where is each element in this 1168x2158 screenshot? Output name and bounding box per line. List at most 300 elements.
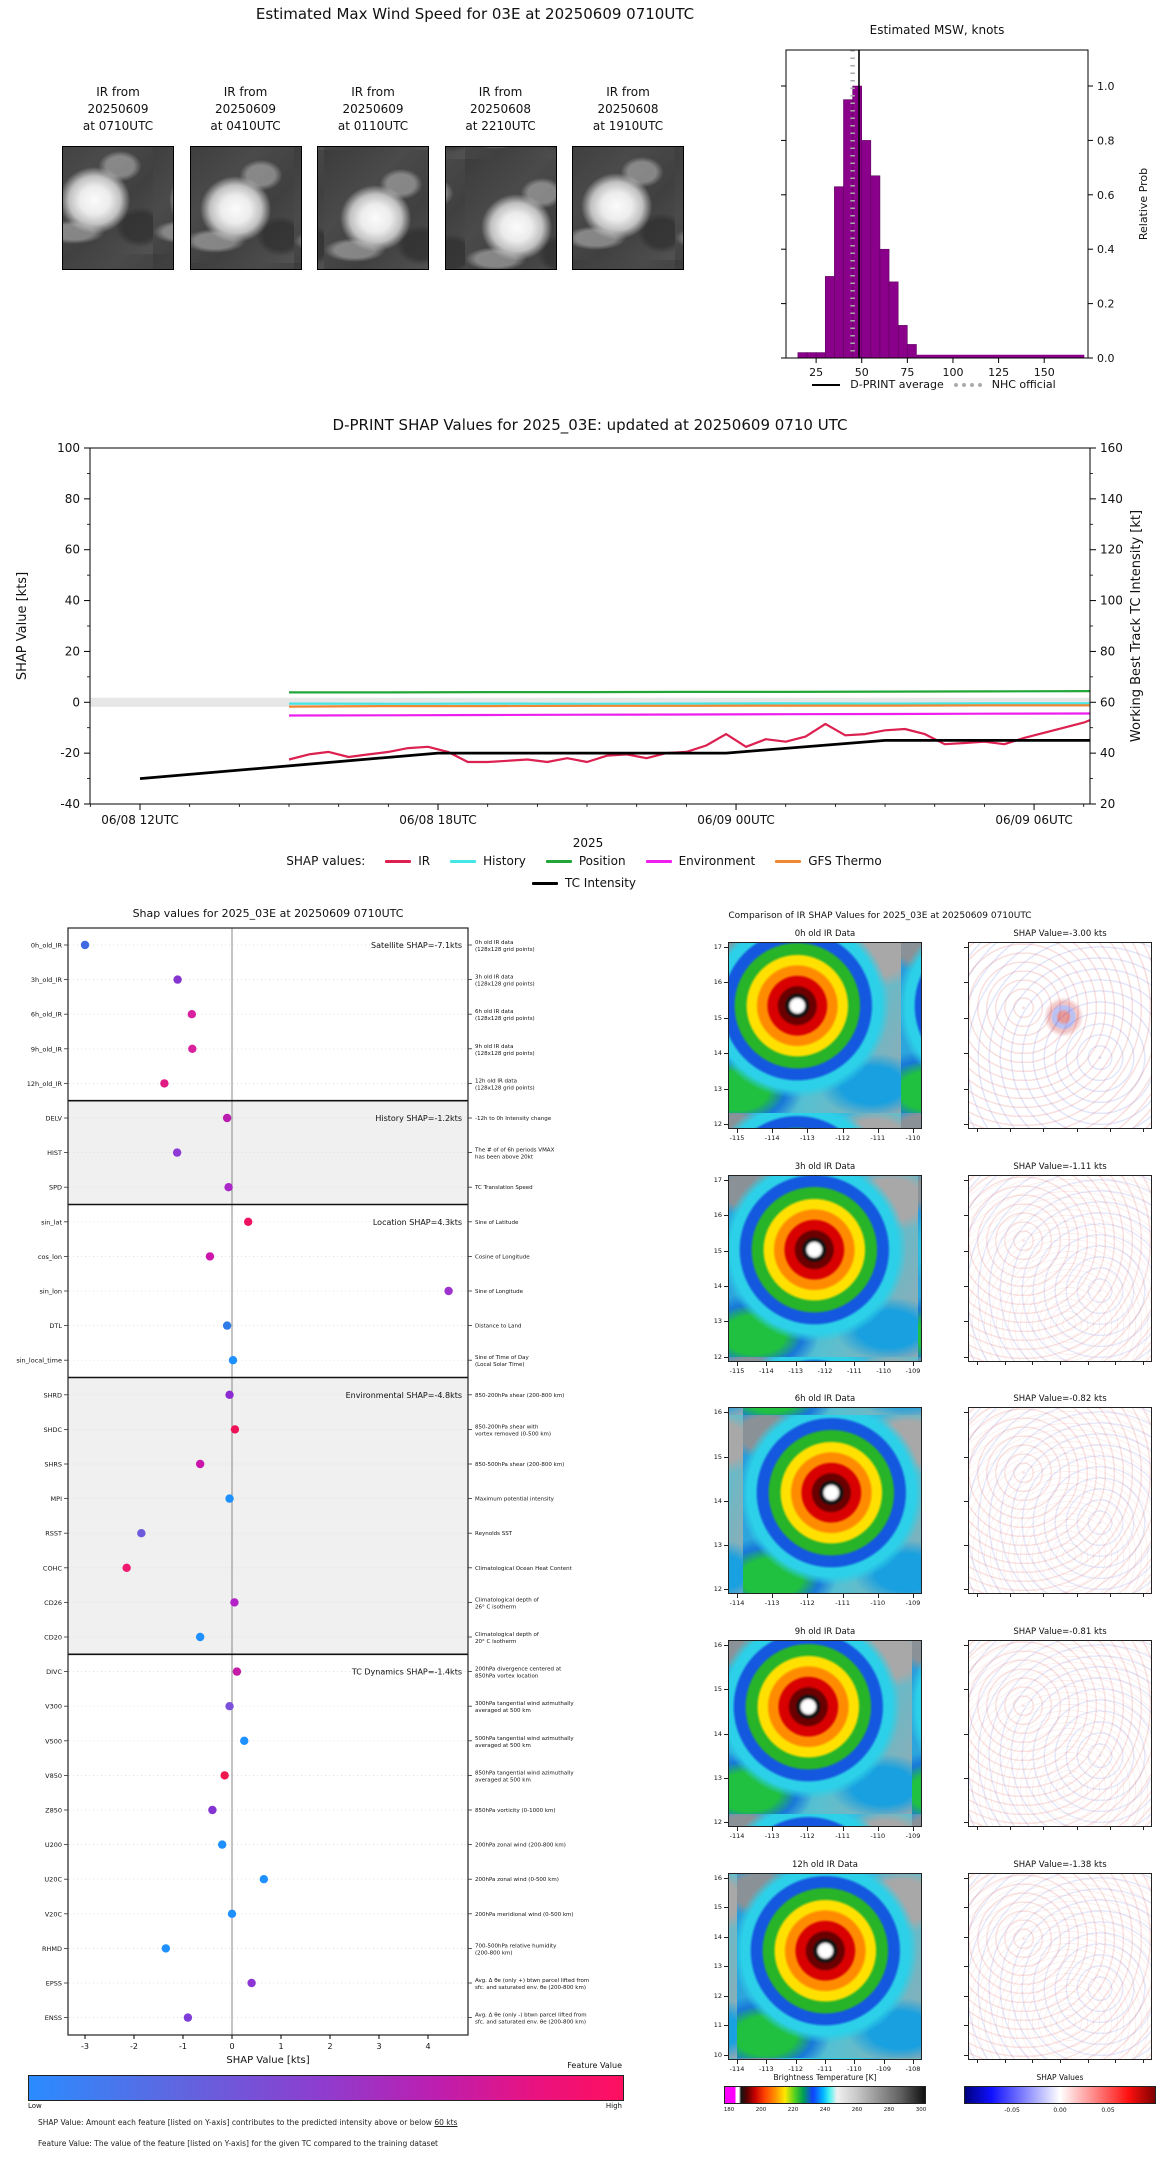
feature-description: (128x128 grid points) [475, 1050, 535, 1057]
ir-map-image [728, 1640, 922, 1827]
hist-bar [889, 282, 898, 358]
shap-dot [233, 1667, 241, 1675]
map-xtick [843, 1827, 844, 1831]
ts-ytick-right: 80 [1100, 644, 1116, 659]
feature-description: Climatological depth of [475, 1597, 539, 1604]
shap-dot [173, 975, 181, 983]
ts-ytick-left: 60 [64, 542, 80, 557]
dot-title: Shap values for 2025_03E at 20250609 0710UTC [132, 907, 404, 920]
ir-thumbnail-image [62, 146, 174, 270]
shap-dot [122, 1564, 130, 1572]
map-ytick [724, 1357, 728, 1358]
shap-xtick [1010, 1594, 1011, 1597]
feature-description: has been above 20kt [475, 1154, 533, 1161]
hist-xtick-label: 25 [809, 366, 824, 379]
ir-map-title: 6h old IR Data [794, 1394, 856, 1405]
ir-thumbnail-label: IR from 20250609 at 0110UTC [337, 85, 409, 133]
feature-description: averaged at 500 km [475, 1708, 531, 1715]
ts-ytick-left: -40 [60, 797, 80, 811]
shap-map-image [968, 1407, 1152, 1594]
map-ytick-label: 13 [713, 1084, 722, 1093]
ir-map-title: 9h old IR Data [794, 1627, 856, 1638]
hist-bar [871, 176, 880, 358]
legend-label: Position [578, 854, 626, 868]
map-ytick [724, 1937, 728, 1938]
shap-ytick [964, 1778, 968, 1779]
map-ytick-label: 16 [713, 978, 722, 987]
hist-xtick-label: 100 [942, 366, 964, 379]
shap-ytick [964, 1457, 968, 1458]
map-xtick [913, 1594, 914, 1598]
shap-ytick [964, 1180, 968, 1181]
ir-thumbnail-strip [0, 84, 700, 284]
map-ytick [724, 1412, 728, 1413]
section-shading [68, 1378, 468, 1655]
dot-xtick-label: 1 [278, 2042, 284, 2051]
map-xtick-label: -112 [835, 1134, 850, 1142]
feature-description: 700-500hPa relative humidity [475, 1943, 557, 1950]
shap-ytick [964, 1124, 968, 1125]
shap-dot [173, 1148, 181, 1156]
map-ytick-label: 14 [713, 1496, 722, 1505]
feature-description: 850hPa vorticity (0-1000 km) [475, 1808, 556, 1814]
legend-item [385, 854, 430, 868]
legend-item [646, 854, 756, 868]
feature-description: 850hPa vortex location [475, 1673, 539, 1680]
feature-description: Sine of Time of Day [475, 1355, 529, 1362]
shap-xtick [1088, 1362, 1089, 1365]
shap-ytick [964, 1878, 968, 1879]
feature-description: vortex removed (0-500 km) [475, 1431, 552, 1438]
feature-label: SPD [48, 1183, 62, 1192]
shap-ytick [964, 1645, 968, 1646]
series-gfs-thermo [289, 705, 1090, 706]
map-ytick [724, 1878, 728, 1879]
feature-description: (200-800 km) [475, 1950, 513, 1957]
legend-label: TC Intensity [564, 876, 637, 890]
map-ytick [724, 1966, 728, 1967]
shap-ytick [964, 1822, 968, 1823]
shap-values-tick-label: 0.00 [1053, 2107, 1067, 2114]
shap-dot [160, 1079, 168, 1087]
map-xtick [825, 1362, 826, 1366]
dot-xtick-label: 3 [376, 2042, 382, 2051]
map-xtick-label: -111 [817, 2064, 833, 2073]
map-ytick [724, 1689, 728, 1690]
section-label: Environmental SHAP=-4.8kts [345, 1390, 462, 1400]
shap-dot [218, 1840, 226, 1848]
shap-dot [81, 941, 89, 949]
comparison-title: Comparison of IR SHAP Values for 2025_03E at 20250609 0710UTC [728, 911, 1032, 921]
ir-map-title: 12h old IR Data [792, 1859, 858, 1870]
map-xtick [807, 1129, 808, 1133]
ts-ytick-left: 20 [64, 644, 80, 659]
map-xtick-label: -110 [846, 2064, 862, 2073]
map-ytick [724, 1645, 728, 1646]
map-ytick-label: 17 [713, 1175, 722, 1184]
map-xtick [737, 1594, 738, 1598]
shap-dot [162, 1944, 170, 1952]
map-ytick [724, 1018, 728, 1019]
shap-ytick [964, 1966, 968, 1967]
map-xtick [878, 1594, 879, 1598]
brightness-colorbar [724, 2086, 926, 2104]
brightness-tick-label: 240 [819, 2107, 831, 2113]
map-xtick-label: -112 [788, 2064, 804, 2073]
dot-xtick-label: -2 [130, 2042, 138, 2051]
legend-item [546, 854, 626, 868]
dot-xtick-label: 2 [327, 2042, 333, 2051]
hist-title: Estimated MSW, knots [869, 23, 1005, 37]
feature-description: TC Translation Speed [475, 1185, 533, 1192]
map-xtick [884, 2060, 885, 2064]
ir-thumbnail-label: IR from 20250608 at 1910UTC [592, 85, 664, 133]
map-ytick-label: 15 [713, 1685, 722, 1694]
hist-ytick-label: 0.2 [1097, 297, 1115, 311]
ts-ytick-right: 100 [1100, 593, 1123, 608]
feature-description: sfc. and saturated env. θe (200-800 km) [475, 1985, 586, 1991]
map-ytick-label: 16 [713, 1408, 722, 1417]
shap-ytick [964, 1996, 968, 1997]
feature-description: 850-200hPa shear (200-800 km) [475, 1392, 565, 1399]
shap-ytick [964, 1089, 968, 1090]
feature-label: sin_lon [39, 1287, 62, 1296]
shap-xtick [1060, 1362, 1061, 1365]
feature-description: sfc. and saturated env. θe (200-800 km) [475, 2019, 586, 2026]
feature-description: (128x128 grid points) [475, 1016, 535, 1023]
feature-description: Distance to Land [475, 1323, 522, 1330]
shap-xtick [1143, 1827, 1144, 1830]
map-ytick-label: 17 [713, 943, 722, 951]
map-xtick [884, 1362, 885, 1366]
legend-label: IR [418, 854, 431, 868]
feature-description: 200hPa zonal wind (0-500 km) [475, 1877, 559, 1884]
nhc-official-line-icon [954, 383, 982, 387]
shap-ytick [964, 1215, 968, 1216]
shap-xtick [977, 1129, 978, 1132]
feature-label: sin_lat [41, 1218, 62, 1227]
map-xtick-label: -112 [800, 1599, 815, 1608]
map-ytick-label: 14 [713, 1729, 722, 1738]
shap-map-title: SHAP Value=-1.11 kts [1013, 1161, 1107, 1172]
ir-thumbnail-image [190, 146, 302, 270]
feature-description: 850hPa tangential wind azimuthally [475, 1770, 574, 1777]
shap-ytick [964, 1357, 968, 1358]
shap-ytick [964, 1907, 968, 1908]
shap-dot [228, 1910, 236, 1918]
legend-label: GFS Thermo [808, 854, 882, 868]
shap-ytick [964, 1251, 968, 1252]
ir-thumbnail-image [445, 146, 557, 270]
shap-dot [225, 1702, 233, 1710]
map-xtick-label: -112 [800, 1832, 815, 1841]
shap-xtick [977, 1827, 978, 1830]
shap-map-title: SHAP Value=-0.82 kts [1013, 1394, 1107, 1405]
hist-bar [798, 353, 807, 358]
series-position [289, 691, 1090, 692]
map-xtick-label: -114 [764, 1134, 780, 1142]
series-tc-intensity [140, 740, 1090, 778]
map-ytick [724, 1907, 728, 1908]
ir-thumbnail-label: IR from 20250609 at 0410UTC [210, 85, 281, 133]
map-ytick [724, 1501, 728, 1502]
map-xtick-label: -111 [835, 1599, 850, 1608]
footnote-feature-value: Feature Value: The value of the feature [listed on Y-axis] for the given TC compared to the training dataset [38, 2139, 439, 2148]
map-xtick [807, 1594, 808, 1598]
map-xtick-label: -112 [817, 1366, 833, 1375]
map-xtick-label: -113 [758, 2064, 774, 2073]
shap-dot [224, 1183, 232, 1191]
shap-ytick [964, 1937, 968, 1938]
section-label: History SHAP=-1.2kts [375, 1114, 462, 1123]
feature-label: V300 [45, 1702, 62, 1711]
ir-map-image [728, 1175, 922, 1362]
shap-ytick [964, 2055, 968, 2056]
feature-description: Reynolds SST [475, 1531, 513, 1538]
map-xtick [913, 1129, 914, 1133]
dot-xtick-label: 4 [425, 2042, 431, 2051]
hist-ytick-label: 0.8 [1097, 134, 1115, 148]
map-ytick [724, 947, 728, 948]
feature-label: ENSS [44, 2014, 62, 2023]
map-xtick-label: -110 [870, 1599, 886, 1608]
hist-bar [862, 140, 871, 358]
ts-ytick-right: 120 [1100, 542, 1123, 557]
feature-value-high-label: High [605, 2102, 622, 2110]
feature-description: 200hPa meridional wind (0-500 km) [475, 1911, 574, 1918]
hist-bar [834, 187, 843, 358]
msw-histogram-chart [700, 18, 1168, 418]
feature-label: HIST [47, 1149, 62, 1158]
footnote-60kts: 60 kts [434, 2118, 458, 2127]
feature-label: V850 [45, 1771, 62, 1780]
feature-label: V500 [45, 1737, 62, 1746]
feature-description: 850-500hPa shear (200-800 km) [475, 1462, 565, 1468]
map-xtick-label: -113 [764, 1599, 780, 1608]
feature-label: SHRS [44, 1460, 62, 1469]
map-ytick-label: 14 [713, 1281, 722, 1290]
hist-bar [843, 100, 852, 358]
shap-dot [137, 1529, 145, 1537]
feature-label: RSST [45, 1529, 62, 1538]
ir-map-title: 3h old IR Data [794, 1161, 856, 1172]
ts-xtick-label: 06/09 00UTC [697, 813, 775, 827]
shap-map-title: SHAP Value=-0.81 kts [1013, 1627, 1107, 1638]
map-xtick-label: -113 [788, 1366, 804, 1375]
shap-xtick [1077, 1594, 1078, 1597]
map-ytick [724, 2025, 728, 2026]
map-xtick-label: -114 [729, 2064, 745, 2073]
feature-label: 12h_old_IR [26, 1079, 62, 1088]
legend-line-icon [450, 860, 476, 863]
feature-description: -12h to 0h Intensity change [475, 1116, 552, 1122]
map-xtick-label: -111 [846, 1366, 862, 1375]
map-xtick [737, 1827, 738, 1831]
shap-xtick [1143, 2060, 1144, 2063]
timeseries-legend-title: SHAP values: [286, 854, 366, 868]
shap-dot [208, 1806, 216, 1814]
map-ytick [724, 1545, 728, 1546]
shap-ytick [964, 1053, 968, 1054]
map-ytick [724, 1589, 728, 1590]
feature-description: (128x128 grid points) [475, 981, 535, 988]
dot-xtick-label: -3 [81, 2042, 89, 2051]
ts-frame [90, 448, 1090, 804]
legend-item [450, 854, 526, 868]
series-history [289, 703, 1090, 704]
map-ytick-label: 15 [713, 1013, 722, 1022]
ts-ytick-left: 80 [64, 491, 80, 506]
shap-xtick [977, 2060, 978, 2063]
ir-map-image [728, 942, 922, 1129]
shap-dot [230, 1598, 238, 1606]
shap-dot [196, 1460, 204, 1468]
map-ytick [724, 1215, 728, 1216]
shap-xtick [1077, 1827, 1078, 1830]
feature-description: 0h old IR data [475, 940, 514, 946]
map-xtick [843, 1129, 844, 1133]
shap-xtick [1115, 1362, 1116, 1365]
map-xtick-label: -110 [870, 1832, 886, 1841]
map-xtick [772, 1827, 773, 1831]
legend-line-icon [546, 860, 572, 863]
ir-thumbnail-label: IR from 20250609 at 0710UTC [82, 85, 154, 133]
feature-description: averaged at 500 km [475, 1777, 531, 1784]
ts-xtick-label: 06/08 18UTC [399, 813, 477, 827]
shap-dot [260, 1875, 268, 1883]
map-ytick [724, 1734, 728, 1735]
shap-dot [444, 1287, 452, 1295]
shap-dot [231, 1425, 239, 1433]
feature-description: Maximum potential intensity [475, 1496, 554, 1503]
timeseries-legend-row1 [0, 854, 1168, 868]
ts-ytick-right: 140 [1100, 491, 1123, 506]
map-ytick [724, 1124, 728, 1125]
map-xtick [878, 1827, 879, 1831]
shap-ytick [964, 2025, 968, 2026]
hist-bar [816, 353, 825, 358]
feature-description: 9h old IR data [475, 1043, 514, 1050]
map-ytick-label: 12 [713, 1991, 722, 2000]
feature-description: (128x128 grid points) [475, 1085, 535, 1092]
map-xtick [796, 1362, 797, 1366]
map-xtick-label: -109 [905, 1599, 921, 1608]
feature-value-colorbar [28, 2075, 624, 2101]
feature-description: 850-200hPa shear with [475, 1424, 539, 1431]
feature-label: COHC [42, 1564, 62, 1573]
shap-ytick [964, 947, 968, 948]
map-xtick [737, 2060, 738, 2064]
feature-description: averaged at 500 km [475, 1742, 531, 1749]
map-xtick-label: -114 [758, 1366, 774, 1375]
hist-ytick-label: 0.6 [1097, 188, 1115, 202]
map-ytick-label: 12 [713, 1352, 722, 1361]
feature-label: DIVC [46, 1668, 62, 1677]
dprint-average-label: D-PRINT average [850, 378, 944, 391]
shap-xtick [1110, 1594, 1111, 1597]
feature-label: CD20 [44, 1633, 62, 1642]
shap-dot [206, 1252, 214, 1260]
shap-xtick [1088, 2060, 1089, 2063]
map-ytick [724, 1180, 728, 1181]
page-title: Estimated Max Wind Speed for 03E at 20250609 0710UTC [255, 5, 695, 23]
shap-dot [244, 1218, 252, 1226]
map-ytick [724, 1457, 728, 1458]
shap-map-image [968, 1873, 1152, 2060]
feature-description: 200hPa divergence centered at [475, 1666, 562, 1673]
shap-xtick [1010, 1827, 1011, 1830]
map-ytick-label: 16 [713, 1211, 722, 1220]
map-ytick [724, 1089, 728, 1090]
map-ytick-label: 10 [713, 2050, 722, 2059]
shap-xtick [1005, 2060, 1006, 2063]
map-ytick-label: 13 [713, 1541, 722, 1550]
brightness-tick-label: 200 [755, 2107, 767, 2113]
feature-label: SHRD [43, 1391, 62, 1400]
shap-values-colorbar [964, 2086, 1156, 2104]
map-xtick-label: -115 [729, 1134, 745, 1142]
map-ytick [724, 1996, 728, 1997]
hist-ytick-label: 0.0 [1097, 352, 1115, 365]
map-ytick [724, 1321, 728, 1322]
shap-xtick [1110, 1129, 1111, 1132]
shap-xtick [1032, 1362, 1033, 1365]
map-ytick-label: 12 [713, 1120, 722, 1128]
shap-xtick [977, 1594, 978, 1597]
legend-line-icon [532, 882, 558, 885]
map-ytick [724, 1251, 728, 1252]
map-ytick [724, 1053, 728, 1054]
map-ytick [724, 982, 728, 983]
feature-label: 6h_old_IR [30, 1010, 62, 1019]
map-xtick [825, 2060, 826, 2064]
shap-dot [196, 1633, 204, 1641]
legend-line-icon [775, 860, 801, 863]
hist-bar [907, 344, 916, 358]
shap-xtick [1110, 1827, 1111, 1830]
map-xtick [843, 1594, 844, 1598]
shap-xtick [977, 1362, 978, 1365]
shap-dot [188, 1010, 196, 1018]
ir-map-image [728, 1873, 922, 2060]
map-xtick-label: -114 [729, 1832, 745, 1841]
footnote-shap-value [38, 2118, 457, 2127]
map-xtick [772, 1594, 773, 1598]
map-xtick [913, 1362, 914, 1366]
feature-description: 3h old IR data [475, 974, 514, 981]
shap-dot [188, 1045, 196, 1053]
feature-label: Z850 [45, 1806, 62, 1815]
feature-label: RHMD [41, 1944, 62, 1953]
map-ytick-label: 16 [713, 1641, 722, 1650]
ts-ytick-right: 60 [1100, 695, 1116, 710]
map-xtick-label: -113 [764, 1832, 780, 1841]
map-xtick [737, 1362, 738, 1366]
shap-values-tick-label: -0.05 [1004, 2107, 1020, 2114]
shap-map-image [968, 942, 1152, 1129]
feature-description: (128x128 grid points) [475, 947, 535, 953]
feature-description: (Local Solar Time) [475, 1362, 525, 1369]
series-environment [289, 714, 1090, 716]
shap-ytick [964, 1689, 968, 1690]
shap-ytick [964, 1734, 968, 1735]
map-xtick [772, 1129, 773, 1133]
hist-ytick-label: 0.4 [1097, 243, 1115, 257]
map-ytick-label: 14 [713, 1049, 722, 1058]
map-ytick-label: 12 [713, 1585, 722, 1594]
shap-dot [220, 1771, 228, 1779]
shap-xtick [1143, 1362, 1144, 1365]
